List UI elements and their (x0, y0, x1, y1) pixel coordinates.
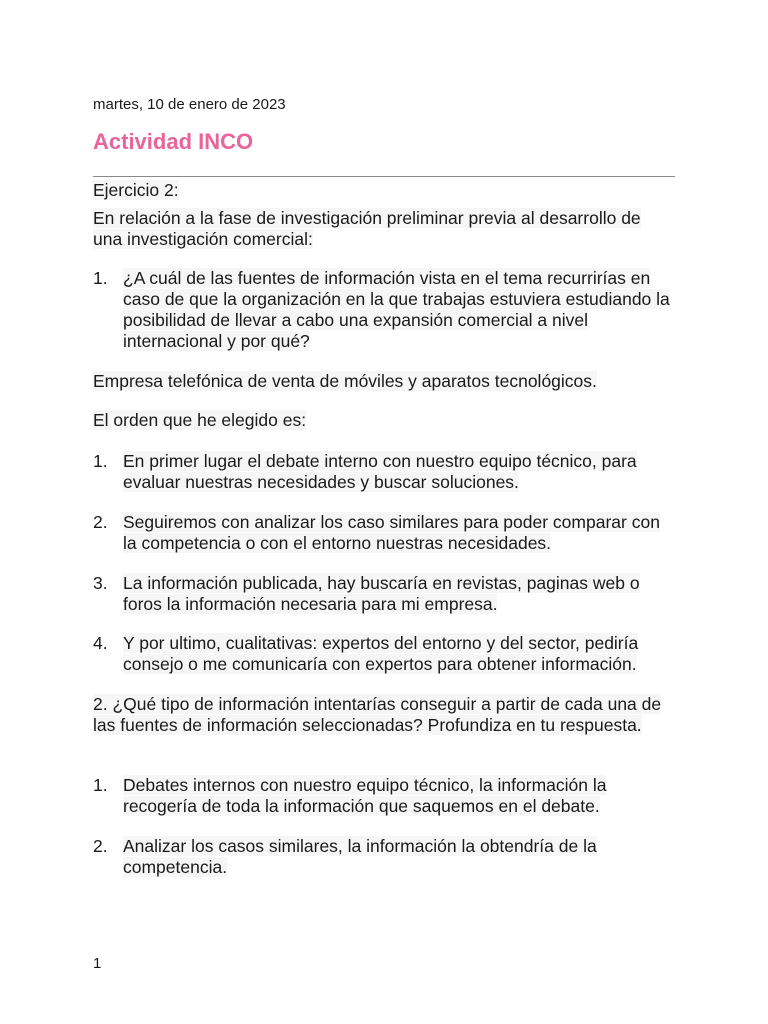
list-number: 3. (93, 573, 108, 593)
page-number: 1 (93, 955, 102, 972)
list-text: En primer lugar el debate interno con nuestro equipo técnico, para evaluar nuestras necesidades y buscar soluciones. (123, 451, 637, 492)
list-number: 2. (93, 836, 108, 856)
list-number: 4. (93, 633, 108, 653)
company-paragraph: Empresa telefónica de venta de móviles y aparatos tecnológicos. (93, 371, 597, 391)
document-title: Actividad INCO (93, 129, 254, 154)
list-text: La información publicada, hay buscaría en revistas, paginas web o foros la información necesaria para mi empresa. (123, 573, 640, 614)
list-number: 1. (93, 775, 108, 795)
list-text: Analizar los casos similares, la información la obtendría de la competencia. (123, 836, 597, 877)
title-divider (93, 176, 675, 177)
list-text: Y por ultimo, cualitativas: expertos del entorno y del sector, pediría consejo o me comunicaría con expertos para obtener información. (123, 633, 639, 674)
list-text: Seguiremos con analizar los caso similares para poder comparar con la competencia o con el entorno nuestras necesidades. (123, 512, 660, 553)
list-text: ¿A cuál de las fuentes de información vista en el tema recurrirías en caso de que la organización en la que trabajas estuviera estudiando la posibilidad de llevar a cabo una expansión comercial a nivel internacional y por qué? (123, 268, 670, 351)
list-number: 1. (93, 451, 108, 471)
list-number: 1. (93, 268, 108, 288)
order-intro: El orden que he elegido es: (93, 410, 307, 430)
exercise-label: Ejercicio 2: (93, 180, 179, 200)
document-date: martes, 10 de enero de 2023 (93, 96, 286, 113)
list-number: 2. (93, 512, 108, 532)
intro-paragraph: En relación a la fase de investigación preliminar previa al desarrollo de una investigación comercial: (93, 208, 641, 249)
list-text: Debates internos con nuestro equipo técnico, la información la recogería de toda la información que saquemos en el debate. (123, 775, 607, 816)
question-2: 2. ¿Qué tipo de información intentarías conseguir a partir de cada una de las fuentes de información seleccionadas? Profundiza en tu respuesta. (93, 694, 662, 735)
